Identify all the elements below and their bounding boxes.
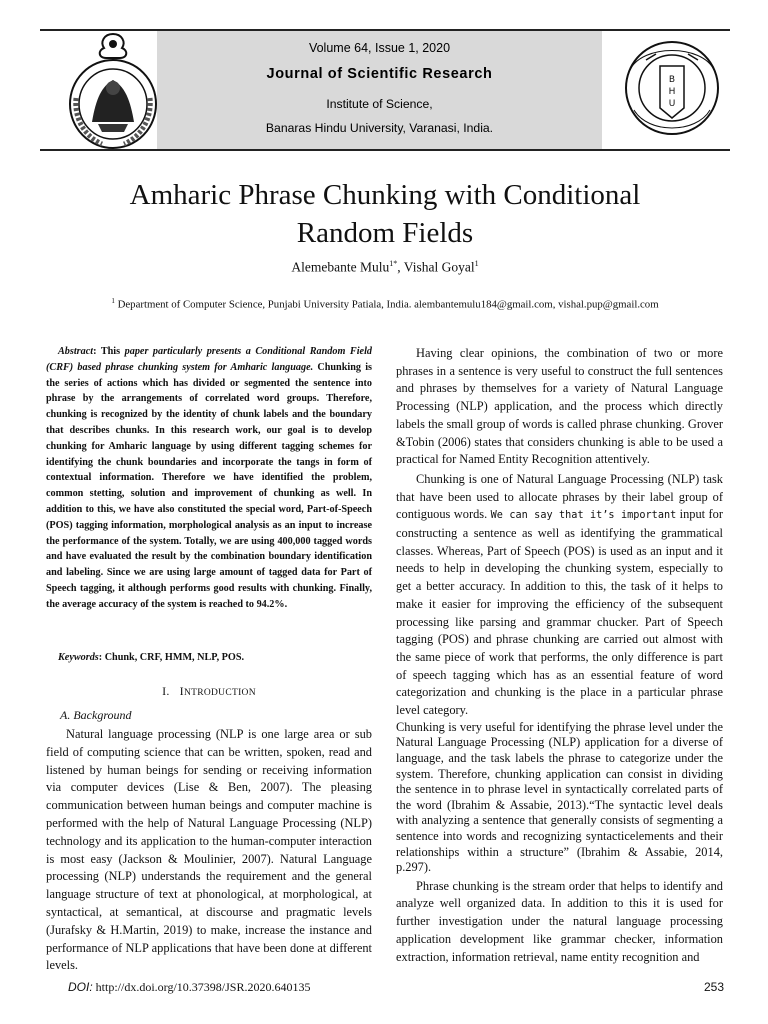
affiliation-text: Department of Computer Science, Punjabi University Patiala, India. alembantemulu184@gmail.com, vishal.pup@gmail.com bbox=[114, 298, 659, 311]
right-column-body bbox=[396, 345, 723, 966]
section-number: I. bbox=[162, 684, 170, 698]
page-number: 253 bbox=[704, 980, 725, 994]
right-paragraph-2c: input for constructing a sentence as well as identifying the grammatical classes. Whereas, Part of Speech (POS) is used as an input and it needs to help in developing the chunking system, especially to get a better accuracy. In addition to this, the task of it helps to make it easier for improving the efficiency of the subsequent processing like parsing and grammar chucker. Part of Speech tagging (POS) and phrase chunking are carried out almost with the same piece of work that performs, the only difference is part of speech tagging which has as an essential feature of word categorization and chunking is the place in a particular phrase level category. bbox=[396, 507, 723, 718]
abstract bbox=[46, 344, 372, 613]
right-paragraph-1: Having clear opinions, the combination of two or more phrases in a sentence is very useful to construct the full sentences and phrases by themselves for a variety of Natural Language Processing (NLP) application, and the process which directly labels the small group of words is called phrase chunking. Grover &Tobin (2006) states that considers chunking is able to be used a practical for Named Entity Recognition attentively. bbox=[396, 346, 723, 467]
university-name: Banaras Hindu University, Varanasi, India. bbox=[265, 121, 494, 135]
volume-issue: Volume 64, Issue 1, 2020 bbox=[308, 41, 451, 55]
author-1-sup: 1* bbox=[389, 259, 398, 268]
doi-label: DOI: bbox=[68, 980, 93, 994]
right-paragraph-2 bbox=[396, 471, 723, 720]
author-2: , Vishal Goyal bbox=[397, 259, 475, 275]
affiliation-sup: 1 bbox=[111, 297, 115, 305]
authors-line bbox=[60, 259, 710, 276]
right-paragraph-4: Phrase chunking is the stream order that helps to identify and analyze well organized data. In addition to this it is used for further investigation under the natural language processing application development like grammar checker, information extraction, information retrieval, name entity recognition and bbox=[396, 878, 723, 964]
keywords bbox=[46, 652, 372, 663]
title-line-2: Random Fields bbox=[296, 217, 474, 249]
right-paragraph-3: Chunking is very useful for identifying the phrase level under the Natural Language Processing (NLP) application for a diverse of language, and the task labels the phrase to categorize under the system. Therefore, chunking application can consist in dividing the sentence in to phrase level in syntactically correlated parts of the word (Ibrahim & Assabie, 2013).“The syntactic level deals with analyzing a sentence that generally consists of segmenting a sentence into words and recognizing syntacticelements and their relationships within a structure” (Ibrahim & Assabie, 2014, p.297). bbox=[396, 719, 723, 875]
svg-text:U: U bbox=[668, 99, 676, 109]
section-heading bbox=[46, 684, 372, 699]
institute-name: Institute of Science, bbox=[326, 97, 433, 111]
svg-text:B: B bbox=[668, 75, 676, 85]
author-2-sup: 1 bbox=[474, 259, 479, 268]
author-1: Alemebante Mulu bbox=[291, 259, 390, 275]
doi-footer bbox=[68, 980, 310, 995]
title-line-1: Amharic Phrase Chunking with Conditional bbox=[129, 179, 641, 211]
subsection-heading: A. Background bbox=[60, 708, 132, 722]
doi-link[interactable]: http://dx.doi.org/10.37398/JSR.2020.640135 bbox=[92, 980, 311, 994]
paper-title bbox=[60, 176, 710, 252]
svg-text:H: H bbox=[668, 87, 676, 97]
journal-name: Journal of Scientific Research bbox=[266, 66, 493, 82]
bhu-seal-logo bbox=[62, 28, 164, 152]
affiliation bbox=[40, 297, 730, 311]
abstract-label: Abstract bbox=[58, 346, 94, 357]
keywords-text: : Chunk, CRF, HMM, NLP, POS. bbox=[98, 652, 245, 663]
keywords-label: Keywords bbox=[58, 652, 99, 663]
abstract-lead: : This bbox=[93, 346, 125, 357]
section-title-initial: I bbox=[179, 684, 184, 698]
right-paragraph-2a: Chunking is one of Natural Language Processing (NLP) task that have been used to allocate phrases by their label group of contiguous words. bbox=[396, 471, 723, 522]
background-paragraph: Natural language processing (NLP is one large area or sub field of computing science that can be written, spoken, read and listened by human beings for sending or receiving information via computer devices (Lise & Ben, 2007). The pleasing communication between human beings and computer machine is performed with the help of Natural Language Processing (NLP) technology and its application to the human-computer interaction is most easy (Jackson & Moulinier, 2007). Natural Language processing (NLP) understands the requirement and the general language structure of text at phonological, at morphological, at syntactical, at semantical, at discourse and pragmatic levels (Jurafsky & H.Martin, 2019) to make, increase the instance and performance of NLP applications that have been done at different levels. bbox=[46, 727, 372, 973]
right-paragraph-2b: We can say that it’s important bbox=[490, 510, 677, 522]
left-column-body bbox=[46, 726, 372, 975]
faculty-of-science-logo bbox=[622, 30, 722, 148]
abstract-italic: paper particularly presents a Conditional Random Field (CRF) based phrase chunking system for Amharic language. bbox=[46, 346, 372, 373]
abstract-body: Chunking is the series of actions which has divided or segmented the sentence into phrase by the arrangements of correlated word groups. Therefore, chunking is recognized by the identity of chunk labels and the boundary that describes chunks. In this research work, our goal is to develop chunking for Amharic language by using different tagging schemes for identifying the chunk boundaries and incorporate the tangs in form of contextual information. Therefore we have identified the problem, common stetting, solution and improvement of chunking as well. In addition to this, we have also constituted the special word, Part-of-Speech (POS) tagging information, morphological analysis as an input to increase the performance of the system. Totally, we are using 400,000 tagged words and have evaluated the result by the combination boundary identification and labeling. Since we are using large amount of tagged data for Part of Speech tagging, it although performs good results with chunking. Finally, the average accuracy of the system is reached to 94.2%. bbox=[46, 361, 372, 610]
section-title-rest: NTRODUCTION bbox=[183, 688, 256, 698]
